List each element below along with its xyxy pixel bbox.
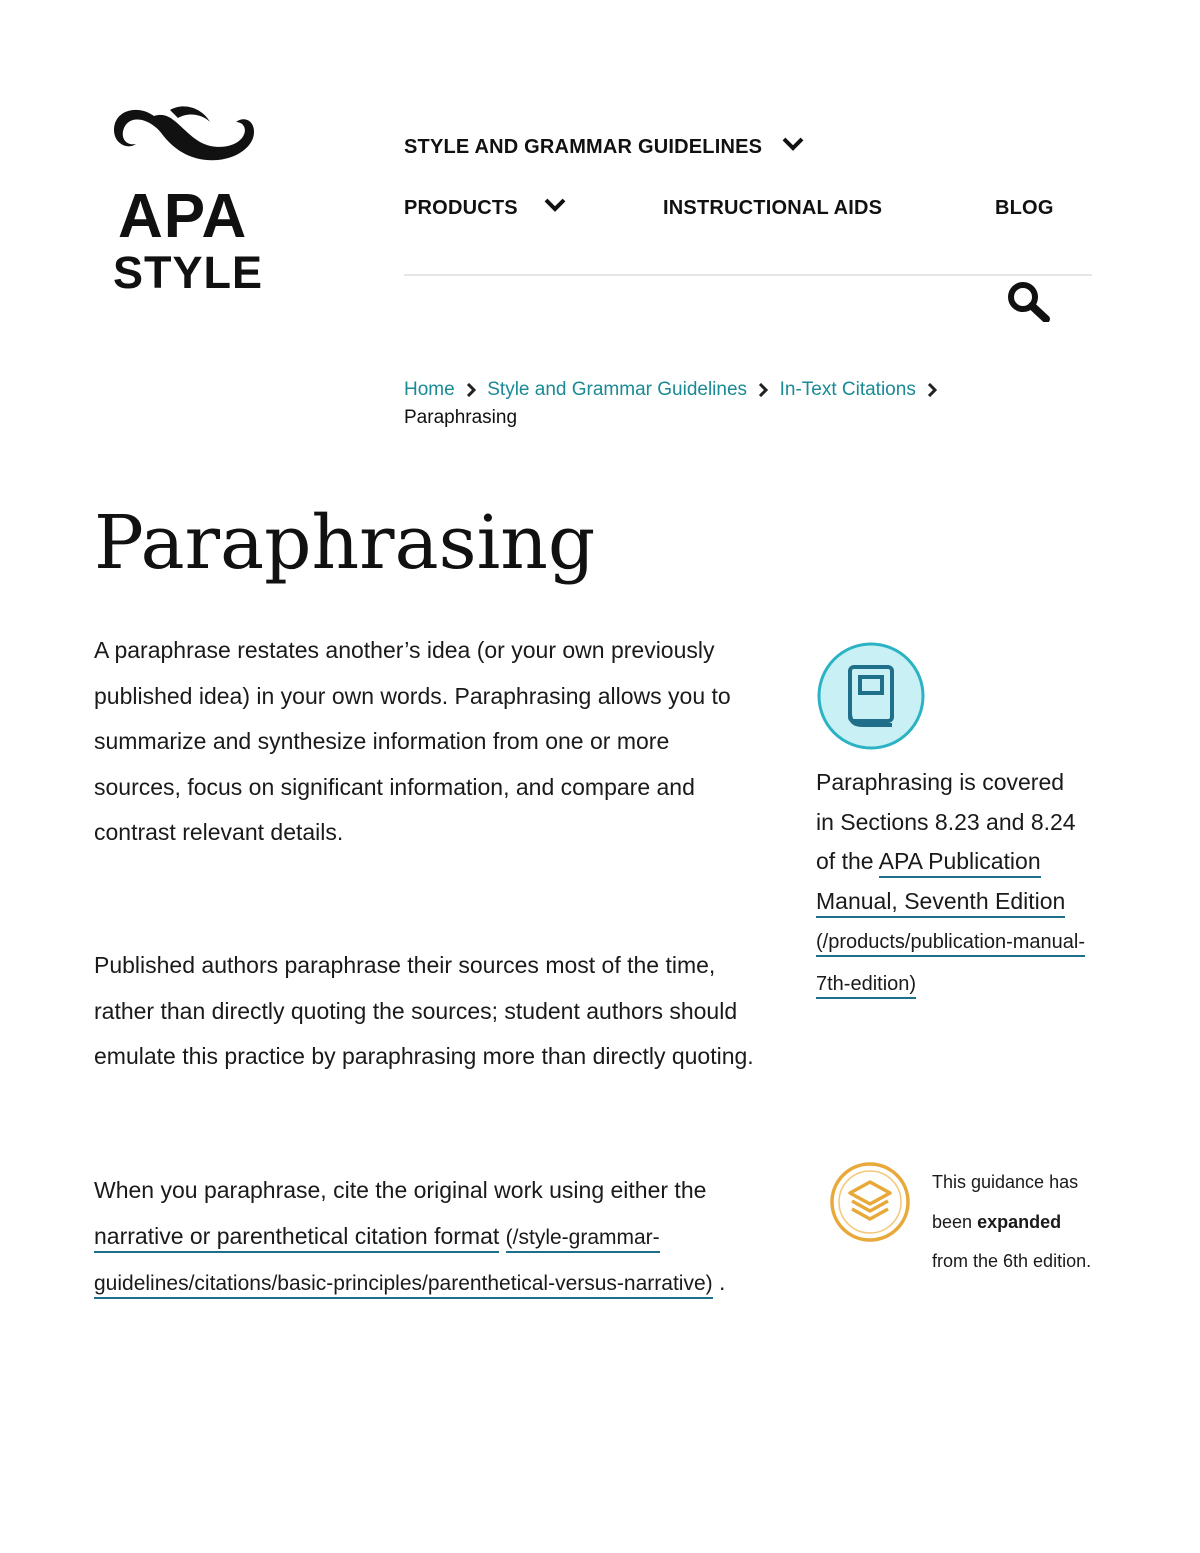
sixth-edition-note <box>932 1163 1102 1282</box>
nav-products-label: PRODUCTS <box>404 197 518 219</box>
breadcrumb-style-grammar[interactable]: Style and Grammar Guidelines <box>487 379 748 400</box>
nav-style-grammar-label: STYLE AND GRAMMAR GUIDELINES <box>404 136 763 158</box>
sidebar-text: Paraphrasing is covered in Sections 8.23 and 8.24 of the <box>816 769 1076 874</box>
sidebar-publication-note <box>816 763 1086 1004</box>
citation-format-url[interactable]: (/style-grammar-guidelines/citations/basic-principles/parenthetical-versus-narrative) <box>94 1226 713 1300</box>
nav-blog[interactable]: BLOG <box>995 197 1054 219</box>
chevron-right-icon <box>758 383 768 397</box>
nav-style-grammar[interactable] <box>404 136 804 159</box>
chevron-down-icon <box>782 136 804 152</box>
publication-manual-link[interactable]: APA Publication Manual, Seventh Edition <box>816 848 1065 918</box>
breadcrumb-current: Paraphrasing <box>404 407 518 428</box>
apa-style-logo[interactable] <box>110 100 280 300</box>
book-icon <box>816 641 926 751</box>
nav-divider <box>404 274 1092 276</box>
chevron-down-icon <box>544 197 566 213</box>
note-text-end: from the 6th edition. <box>932 1251 1092 1271</box>
paragraph-3-end: . <box>719 1269 726 1295</box>
note-text: This guidance has been <box>932 1172 1079 1232</box>
breadcrumb-in-text-citations[interactable]: In-Text Citations <box>779 379 916 400</box>
nav-products[interactable] <box>404 197 566 220</box>
search-icon[interactable] <box>1006 280 1052 322</box>
layers-icon <box>828 1160 912 1244</box>
logo-style-text: STYLE <box>113 247 264 298</box>
chevron-right-icon <box>466 383 476 397</box>
note-bold: expanded <box>977 1211 1062 1232</box>
chevron-right-icon <box>927 383 937 397</box>
citation-format-link[interactable]: narrative or parenthetical citation format <box>94 1223 499 1253</box>
paragraph-3 <box>94 1168 754 1307</box>
apa-swash-logo-icon <box>110 100 260 170</box>
nav-instructional-aids[interactable]: INSTRUCTIONAL AIDS <box>663 197 883 219</box>
publication-manual-url[interactable]: (/products/publication-manual-7th-edition) <box>816 931 1085 999</box>
logo-apa-text: APA <box>118 182 248 251</box>
breadcrumb <box>404 376 1064 432</box>
page-title: Paraphrasing <box>94 500 596 586</box>
breadcrumb-home[interactable]: Home <box>404 379 455 400</box>
paragraph-1: A paraphrase restates another’s idea (or your own previously published idea) in your own words. Paraphrasing allows you to summarize and synthesize information from one or more sources, focus on significant information, and compare and contrast relevant details. <box>94 637 731 845</box>
paragraph-3-text: When you paraphrase, cite the original work using either the <box>94 1177 707 1203</box>
paragraph-2: Published authors paraphrase their sources most of the time, rather than directly quoting the sources; student authors should emulate this practice by paraphrasing more than directly quoting. <box>94 952 754 1069</box>
